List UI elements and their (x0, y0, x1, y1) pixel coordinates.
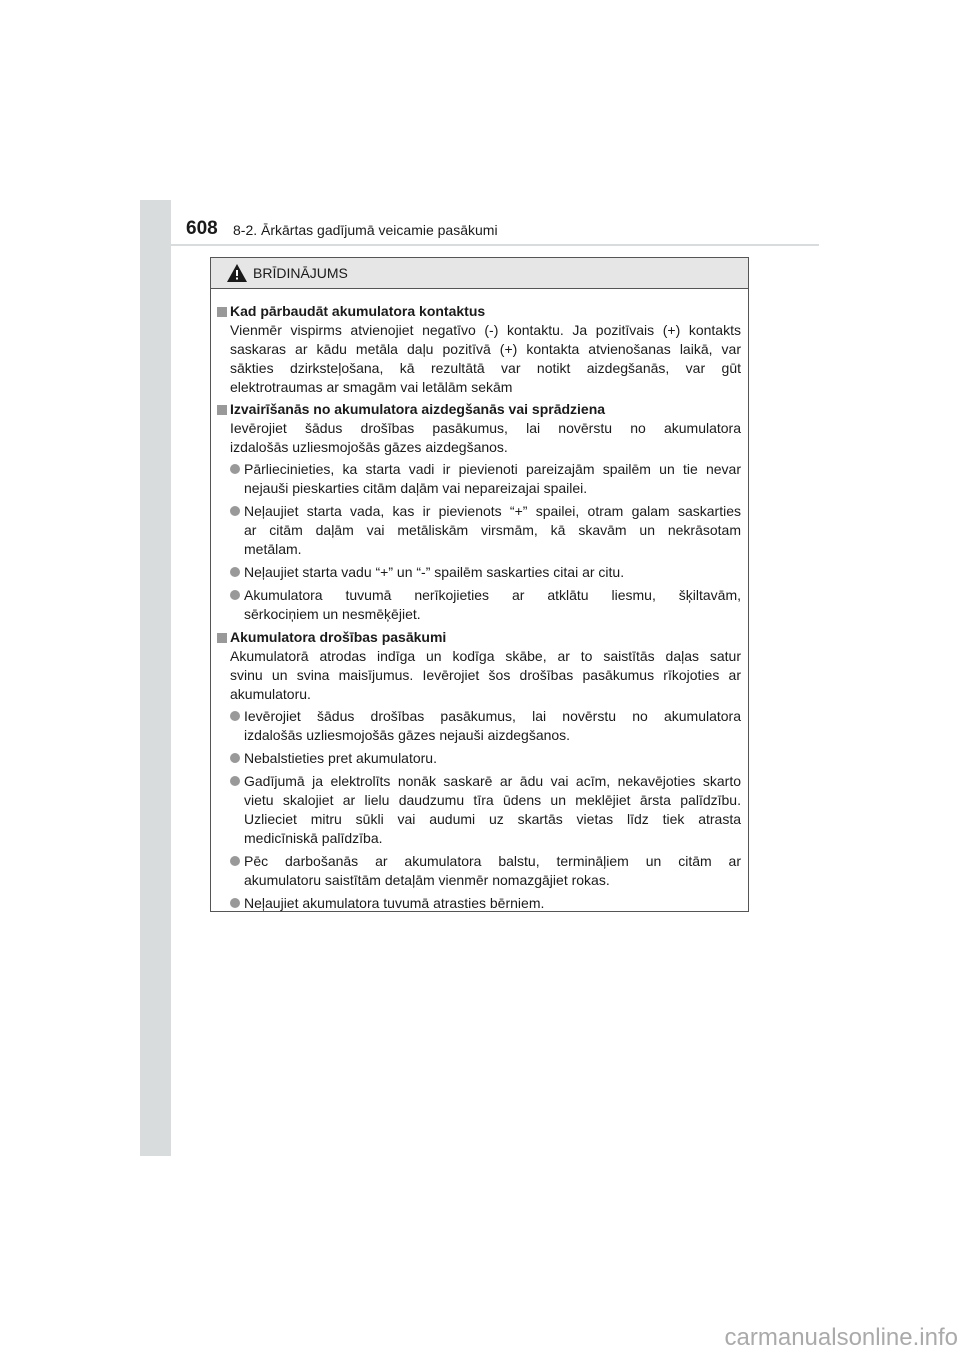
bullet-item (217, 502, 741, 559)
text-line: elektrotraumas ar smagām vai letālām sekām (230, 379, 513, 395)
text-line: Neļaujiet akumulatora tuvumā atrasties bērniem. (244, 895, 545, 911)
bullet-item (217, 772, 741, 848)
warning-triangle-icon (227, 264, 247, 282)
section-heading (217, 400, 741, 419)
text-line: Nebalstieties pret akumulatoru. (244, 750, 437, 766)
section-paragraph (217, 321, 741, 397)
section-paragraph (217, 419, 741, 457)
text-line: Pēc darbošanās ar akumulatora balstu, termināļiem un citām ar (244, 853, 741, 869)
text-line: akumulatoru saistītām detaļām vienmēr nomazgājiet rokas. (244, 872, 610, 888)
warning-content (211, 289, 748, 913)
bullet-item (217, 460, 741, 498)
text-line: izdalošās uzliesmojošās gāzes nejauši aizdegšanos. (244, 727, 571, 743)
circle-bullet-icon (230, 711, 240, 721)
text-line: izdalošās uzliesmojošās gāzes aizdegšanos. (230, 439, 508, 455)
text-line: sērkociņiem un nesmēķējiet. (244, 606, 421, 622)
circle-bullet-icon (230, 506, 240, 516)
text-line: akumulatoru. (230, 686, 311, 702)
text-line: metālam. (244, 541, 302, 557)
text-line: Gadījumā ja elektrolīts nonāk saskarē ar ādu vai acīm, nekavējoties skarto (244, 773, 741, 789)
watermark: carmanualsonline.info (724, 1324, 958, 1351)
section-heading-text: Izvairīšanās no akumulatora aizdegšanās vai sprādziena (230, 401, 606, 417)
text-line: Akumulatora tuvumā nerīkojieties ar atklātu liesmu, šķiltavām, (244, 587, 741, 603)
section-heading-text: Kad pārbaudāt akumulatora kontaktus (230, 303, 486, 319)
page-number: 608 (186, 218, 218, 239)
bullet-item (217, 894, 741, 913)
side-tab (140, 200, 171, 1156)
section-title: 8-2. Ārkārtas gadījumā veicamie pasākumi (233, 222, 498, 238)
text-line: Vienmēr vispirms atvienojiet negatīvo (-) kontaktu. Ja pozitīvais (+) kontakts (230, 322, 741, 338)
text-line: Ievērojiet šādus drošības pasākumus, lai novērstu no akumulatora (244, 708, 741, 724)
text-line: Akumulatorā atrodas indīga un kodīga skābe, ar to saistītās daļas satur (230, 648, 741, 664)
text-line: medicīniskā palīdzība. (244, 830, 383, 846)
square-bullet-icon (217, 307, 227, 317)
warning-title: BRĪDINĀJUMS (253, 265, 348, 281)
warning-header (211, 258, 748, 289)
section-heading-text: Akumulatora drošības pasākumi (230, 629, 447, 645)
section-heading (217, 302, 741, 321)
text-line: saskaras ar kādu metāla daļu pozitīvā (+) kontakta atvienošanas laikā, var (230, 341, 741, 357)
circle-bullet-icon (230, 898, 240, 908)
text-line: Ievērojiet šādus drošības pasākumus, lai novērstu no akumulatora (230, 420, 741, 436)
text-line: Neļaujiet starta vadu “+” un “-” spailēm saskarties citai ar citu. (244, 564, 625, 580)
text-line: Uzlieciet mitru sūkli vai audumi uz skartās vietas līdz tiek atrasta (244, 811, 741, 827)
circle-bullet-icon (230, 464, 240, 474)
text-line: ar citām daļām vai metāliskām virsmām, kā skavām un nekrāsotam (244, 522, 741, 538)
circle-bullet-icon (230, 856, 240, 866)
text-line: sākties dzirksteļošana, kā rezultātā var notikt aizdegšanās, var gūt (230, 360, 741, 376)
bullet-item (217, 852, 741, 890)
circle-bullet-icon (230, 590, 240, 600)
section-paragraph (217, 647, 741, 704)
bullet-item (217, 749, 741, 768)
circle-bullet-icon (230, 776, 240, 786)
text-line: Neļaujiet starta vada, kas ir pievienots “+” spailei, otram galam saskarties (244, 503, 741, 519)
circle-bullet-icon (230, 753, 240, 763)
warning-box (210, 257, 749, 912)
square-bullet-icon (217, 633, 227, 643)
text-line: svinu un svina maisījumus. Ievērojiet šos drošības pasākumus rīkojoties ar (230, 667, 741, 683)
circle-bullet-icon (230, 567, 240, 577)
text-line: nejauši pieskarties citām daļām vai nepareizajai spailei. (244, 480, 588, 496)
bullet-item (217, 586, 741, 624)
square-bullet-icon (217, 405, 227, 415)
bullet-item (217, 563, 741, 582)
text-line: vietu skalojiet ar lielu daudzumu tīra ūdens un meklējiet ārsta palīdzību. (244, 792, 741, 808)
text-line: Pārliecinieties, ka starta vadi ir pievienoti pareizajām spailēm un tie nevar (244, 461, 741, 477)
section-heading (217, 628, 741, 647)
bullet-item (217, 707, 741, 745)
header-rule (171, 244, 819, 246)
